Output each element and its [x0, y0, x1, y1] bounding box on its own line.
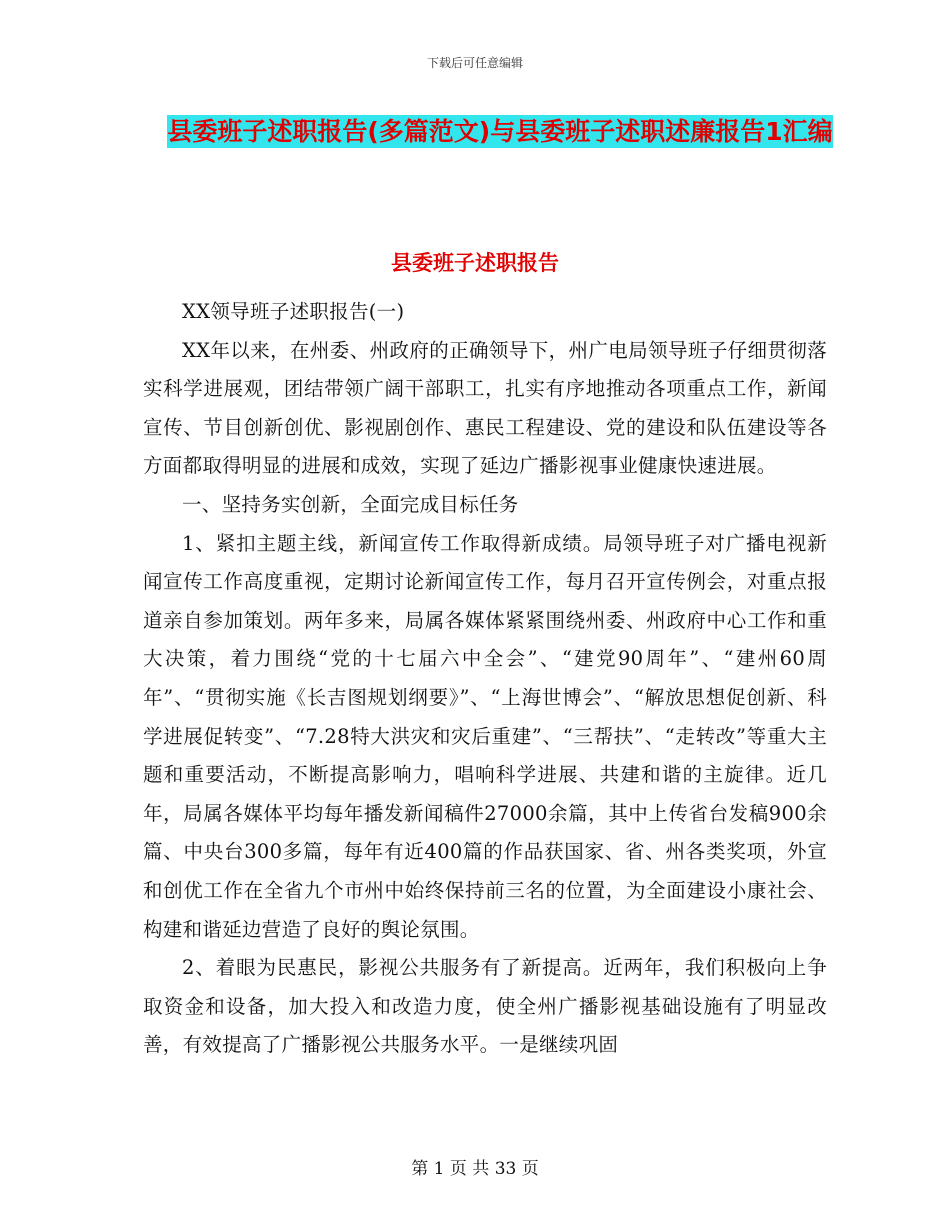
paragraph: 2、着眼为民惠民，影视公共服务有了新提高。近两年，我们积极向上争取资金和设备，加大投入和改造力度，使全州广播影视基础设施有了明显改善，有效提高了广播影视公共服务水平。一是继续巩固 [143, 956, 827, 1057]
header-note: 下载后可任意编辑 [426, 56, 523, 70]
paragraph-subtitle: XX领导班子述职报告(一) [182, 300, 405, 323]
document-title [160, 108, 840, 156]
paragraph: XX年以来，在州委、州政府的正确领导下，州广电局领导班子仔细贯彻落实科学进展观，团结带领广阔干部职工，扎实有序地推动各项重点工作，新闻宣传、节目创新创优、影视剧创作、惠民工程建设、党的建设和队伍建设等各方面都取得明显的进展和成效，实现了延边广播影视事业健康快速进展。 [143, 338, 827, 478]
section-title: 县委班子述职报告 [391, 251, 559, 275]
paragraph-heading: 一、坚持务实创新，全面完成目标任务 [182, 492, 519, 516]
page-footer: 第 1 页 共 33 页 [411, 1159, 539, 1179]
body-text [143, 293, 827, 1065]
paragraph: 1、紧扣主题主线，新闻宣传工作取得新成绩。局领导班子对广播电视新闻宣传工作高度重视，定期讨论新闻宣传工作，每月召开宣传例会，对重点报道亲自参加策划。两年多来，局属各媒体紧紧围绕州委、州政府中心工作和重大决策，着力围绕“党的十七届六中全会”、“建党90周年”、“建州60周年”、“贯彻实施《长吉图规划纲要》”、“上海世博会”、“解放思想促创新、科学进展促转变”、“7.28特大洪灾和灾后重建”、“三帮扶”、“走转改”等重大主题和重要活动，不断提高影响力，唱响科学进展、共建和谐的主旋律。近几年，局属各媒体平均每年播发新闻稿件27000余篇，其中上传省台发稿900余篇、中央台300多篇，每年有近400篇的作品获国家、省、州各类奖项，外宣和创优工作在全省九个市州中始终保持前三名的位置，为全面建设小康社会、构建和谐延边营造了良好的舆论氛围。 [143, 531, 827, 941]
document-title-text: 县委班子述职报告(多篇范文)与县委班子述职述廉报告1汇编 [167, 117, 833, 146]
